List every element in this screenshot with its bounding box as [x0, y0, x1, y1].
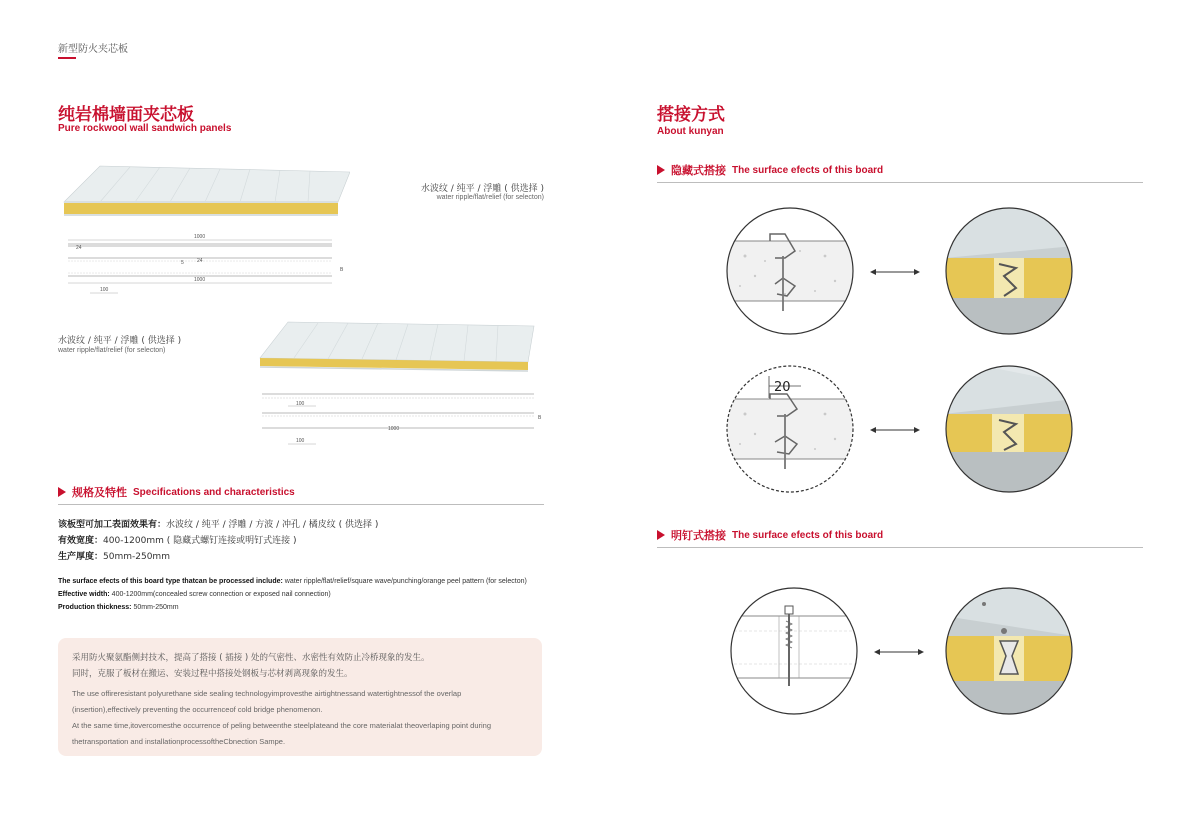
panel2-dim-100a: 100	[296, 401, 305, 407]
note-en-line-3: At the same time,itovercomesthe occurrence of peling betweenthe steelplateand the core materialat theoverlaping point during	[72, 721, 491, 730]
panel1-rockwool-core	[64, 202, 338, 214]
section1-heading-en: The surface efects of this board	[732, 164, 884, 176]
triangle-bullet-icon	[657, 165, 665, 175]
panel1-dim-24b: 24	[197, 258, 203, 264]
panel2-dim-100b: 100	[296, 438, 305, 444]
section2-heading-en: The surface efects of this board	[732, 529, 884, 541]
specs-heading-en: Specifications and characteristics	[133, 486, 295, 498]
panel1-dim-1000-top: 1000	[194, 234, 206, 240]
note-cn-line-2: 同时，克服了板材在搬运、安装过程中搭接处钢板与芯材剥离现象的发生。	[72, 669, 353, 679]
spec-en-row-width: Effective width: 400-1200mm(concealed screw connection or exposed nail connection)	[58, 591, 331, 598]
panel2-dim-b: B	[538, 415, 542, 421]
panel2-illustration	[258, 318, 548, 450]
detail3-3d-render	[944, 586, 1074, 716]
panel1-dim-24a: 24	[76, 245, 82, 251]
specs-divider	[58, 504, 544, 505]
specs-heading	[58, 484, 295, 500]
detail3-arrow-icon	[874, 646, 924, 658]
spec-row-surface: 该板型可加工表面效果有：水波纹 / 纯平 / 浮雕 / 方波 / 冲孔 / 橘皮纹 ( 供选择 )	[58, 520, 379, 530]
right-title-cn: 搭接方式	[657, 105, 725, 125]
panel2-option-cn: 水波纹 / 纯平 / 浮雕 ( 供选择 )	[58, 336, 182, 346]
section1-heading-cn: 隐藏式搭接	[671, 164, 726, 177]
detail1-3d-render	[944, 206, 1074, 336]
detail1-section-drawing	[725, 206, 855, 336]
section2-divider	[657, 547, 1143, 548]
note-en-line-4: thetransportation and installationprocessoftheCbnection Sampe.	[72, 737, 286, 746]
panel1-dim-1000-bot: 1000	[194, 277, 206, 283]
spec-en-row-surface: The surface efects of this board type thatcan be processed include: water ripple/flat/relief/square wave/punching/orange peel pattern (for selecton)	[58, 578, 527, 585]
panel2-option-en: water ripple/flat/relief (for selecton)	[58, 347, 166, 354]
spec-en-row-thickness: Production thickness: 50mm-250mm	[58, 604, 179, 611]
specs-cn-list	[58, 517, 548, 565]
left-title-en: Pure rockwool wall sandwich panels	[58, 123, 232, 134]
triangle-bullet-icon	[657, 530, 665, 540]
note-en-line-1: The use offireresistant polyurethane side sealing technologyimprovesthe airtightnessand watertightnessof the overlap	[72, 689, 462, 698]
section2-heading-cn: 明钉式搭接	[671, 529, 726, 542]
panel1-option-en: water ripple/flat/relief (for selecton)	[436, 194, 544, 201]
panel1-dim-5: 5	[181, 260, 184, 266]
header-accent-line	[58, 57, 76, 59]
detail2-label-20: 20	[774, 380, 791, 395]
section2-heading	[657, 527, 883, 543]
header-tag: 新型防火夹芯板	[58, 44, 128, 55]
specs-en-list	[58, 575, 548, 614]
left-title-cn: 纯岩棉墙面夹芯板	[58, 105, 194, 125]
panel2-dim-1000: 1000	[388, 426, 400, 432]
spec-row-width: 有效宽度：400-1200mm ( 隐藏式螺钉连接或明钉式连接 )	[58, 536, 297, 546]
specs-heading-cn: 规格及特性	[72, 486, 127, 499]
note-en-line-2: (insertion),effectively preventing the occurrenceof cold bridge phenomenon.	[72, 705, 323, 714]
panel1-option-cn: 水波纹 / 纯平 / 浮雕 ( 供选择 )	[420, 184, 544, 194]
right-title-en: About kunyan	[657, 126, 724, 137]
section1-heading	[657, 162, 883, 178]
panel1-dim-100: 100	[100, 287, 109, 293]
detail2-arrow-icon	[870, 424, 920, 436]
panel1-dim-b: B	[340, 267, 344, 273]
panel1-illustration	[60, 158, 350, 298]
detail2-3d-render	[944, 364, 1074, 494]
detail3-section-drawing	[729, 586, 859, 716]
panel2-top-face	[260, 322, 534, 362]
triangle-bullet-icon	[58, 487, 66, 497]
panel1-top-face	[64, 166, 350, 202]
section1-divider	[657, 182, 1143, 183]
detail1-arrow-icon	[870, 266, 920, 278]
feature-note-box	[58, 638, 542, 756]
spec-row-thickness: 生产厚度：50mm-250mm	[58, 552, 170, 562]
note-cn-line-1: 采用防火聚氨酯侧封技术，提高了搭接 ( 插接 ) 处的气密性、水密性有效防止冷桥现象的发生。	[72, 653, 430, 663]
